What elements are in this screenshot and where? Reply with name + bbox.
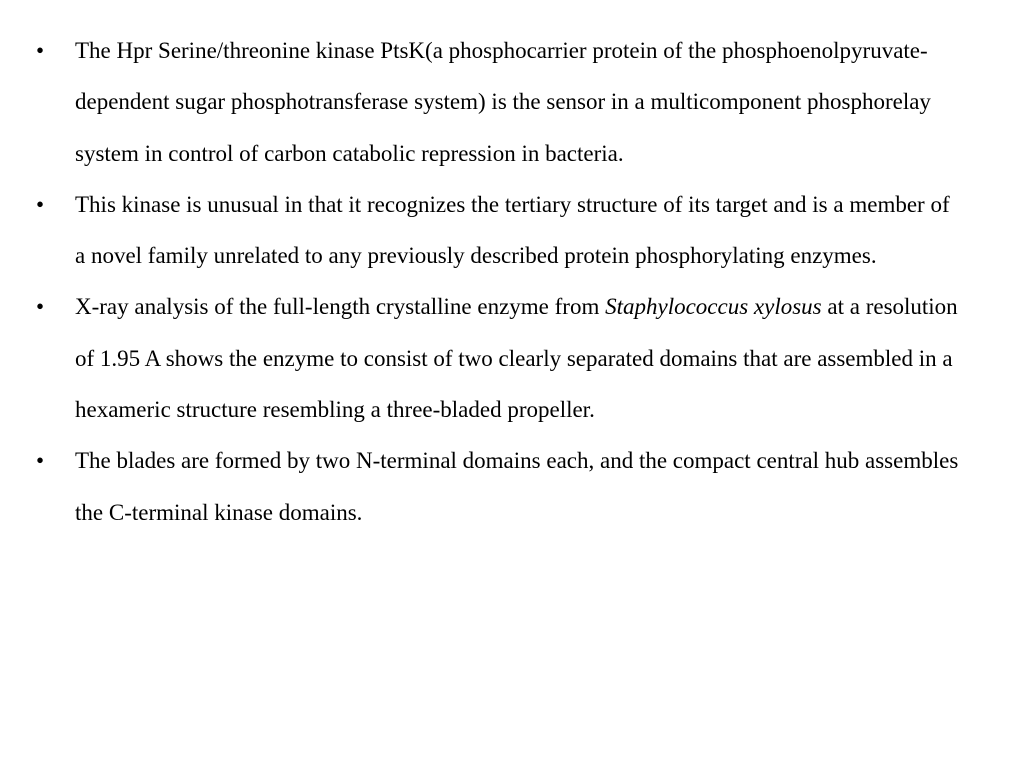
bullet-text-segment: at a resolution of 1.95 A shows the enzyme to consist of two clearly separated domains that are assembled in a hexameric structure resembling a three-bladed propeller.	[75, 294, 958, 423]
bullet-list	[30, 25, 960, 538]
bullet-item	[30, 179, 960, 282]
bullet-dot-icon: •	[35, 448, 45, 474]
bullet-text-segment: X-ray analysis of the full-length crystalline enzyme from	[75, 294, 606, 320]
bullet-text-segment: This kinase is unusual in that it recognizes the tertiary structure of its target and is a member of a novel family unrelated to any previously described protein phosphorylating enzymes.	[75, 191, 950, 269]
bullet-text	[75, 281, 960, 435]
bullet-dot-icon: •	[35, 294, 45, 320]
bullet-text	[75, 435, 960, 538]
bullet-dot-icon: •	[35, 191, 45, 217]
bullet-text-segment: The Hpr Serine/threonine kinase PtsK(a phosphocarrier protein of the phosphoenolpyruvate-dependent sugar phosphotransferase system) is the sensor in a multicomponent phosphorelay system in control of carbon catabolic repression in bacteria.	[75, 38, 931, 166]
bullet-text	[75, 179, 960, 282]
bullet-item	[30, 435, 960, 538]
bullet-item	[30, 281, 960, 435]
bullet-text	[75, 25, 960, 179]
bullet-text-segment: The blades are formed by two N-terminal domains each, and the compact central hub assembles the C-terminal kinase domains.	[75, 448, 959, 525]
species-name: Staphylococcus xylosus	[605, 294, 822, 320]
bullet-item	[30, 25, 960, 179]
bullet-dot-icon: •	[35, 38, 45, 63]
